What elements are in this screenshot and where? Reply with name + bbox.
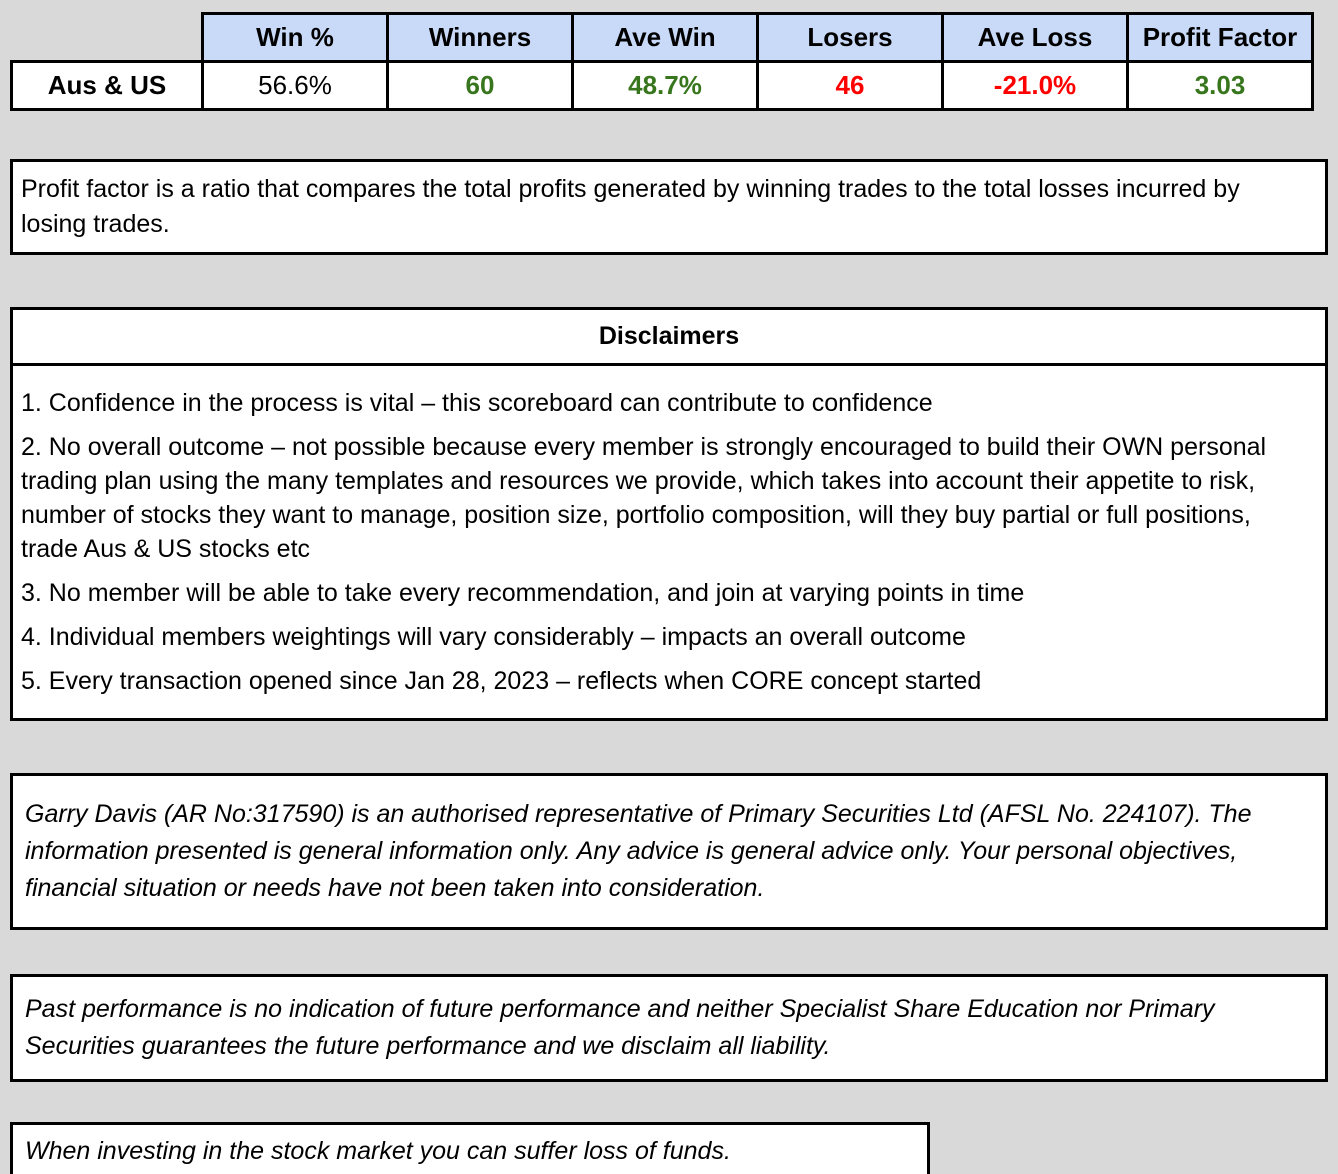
col-header-losers: Losers [758,14,943,62]
cell-losers: 46 [758,62,943,110]
disclaimer-item-2: 2. No overall outcome – not possible because every member is strongly encouraged to build their OWN personal trading plan using the many templates and resources we provide, which takes into account their appetite to risk, number of stocks they want to manage, position size, portfolio composition, will they buy partial or full positions, trade Aus & US stocks etc [21,433,1267,563]
disclaimers-box [10,307,1328,721]
cell-winners: 60 [388,62,573,110]
stats-data-row [12,62,1313,110]
stats-table [10,12,1314,111]
risk-warning-text: When investing in the stock market you can suffer loss of funds. [25,1137,731,1165]
cell-ave-win: 48.7% [573,62,758,110]
cell-profit-factor: 3.03 [1128,62,1313,110]
stats-header-row [12,14,1313,62]
col-header-ave-loss: Ave Loss [943,14,1128,62]
representative-disclosure-box [10,773,1328,930]
risk-warning-box [10,1122,930,1174]
col-header-winners: Winners [388,14,573,62]
disclaimer-item-3: 3. No member will be able to take every recommendation, and join at varying points in time [21,579,1025,607]
representative-disclosure-text: Garry Davis (AR No:317590) is an authorised representative of Primary Securities Ltd (AFSL No. 224107). The information presented is general information only. Any advice is general advice only. Your personal objectives, financial situation or needs have not been taken into consideration. [25,800,1252,902]
cell-ave-loss: -21.0% [943,62,1128,110]
profit-factor-note-text: Profit factor is a ratio that compares the total profits generated by winning trades to the total losses incurred by losing trades. [21,175,1240,238]
disclaimer-item-1: 1. Confidence in the process is vital – this scoreboard can contribute to confidence [21,389,933,417]
profit-factor-note-box [10,159,1328,255]
col-header-profit-factor: Profit Factor [1128,14,1313,62]
row-label-aus-us: Aus & US [12,62,203,110]
corner-spacer [12,14,203,62]
past-performance-text: Past performance is no indication of future performance and neither Specialist Share Education nor Primary Securities guarantees the future performance and we disclaim all liability. [25,995,1215,1060]
cell-win-pct: 56.6% [203,62,388,110]
disclaimer-item-4: 4. Individual members weightings will vary considerably – impacts an overall outcome [21,623,966,651]
past-performance-box [10,974,1328,1082]
disclaimer-item-5: 5. Every transaction opened since Jan 28, 2023 – reflects when CORE concept started [21,667,982,695]
disclaimers-title: Disclaimers [13,310,1325,366]
col-header-win-pct: Win % [203,14,388,62]
disclaimers-list [13,366,1325,718]
col-header-ave-win: Ave Win [573,14,758,62]
